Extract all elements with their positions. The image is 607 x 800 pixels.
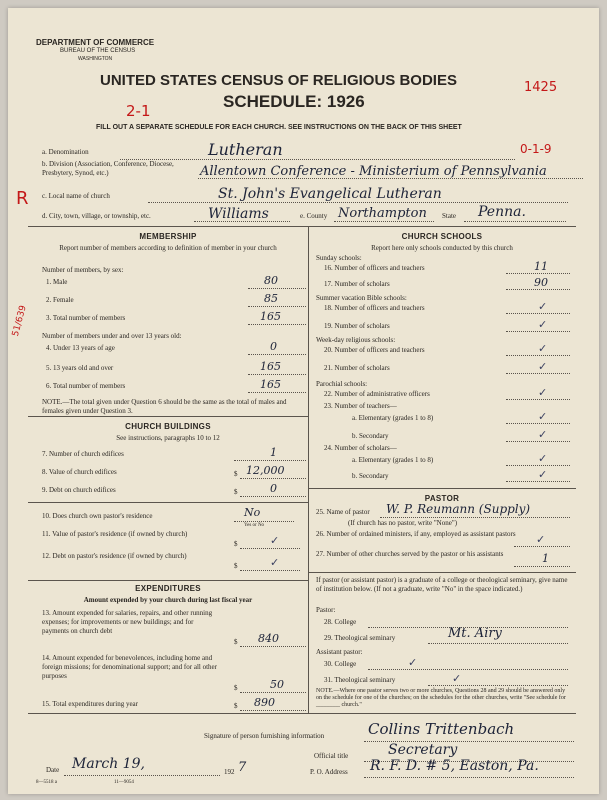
q3-label: 3. Total number of members (46, 314, 126, 322)
q13-value: 840 (258, 632, 279, 645)
state-value: Penna. (478, 204, 526, 220)
q11-check-icon: ✓ (270, 535, 280, 547)
print-code: 11—9054 (114, 780, 134, 785)
bureau-heading: BUREAU OF THE CENSUS (60, 48, 136, 54)
q3-value: 165 (260, 310, 281, 323)
q21-label: 21. Number of scholars (324, 364, 390, 372)
q20-check-icon: ✓ (538, 343, 548, 355)
schedule-title: SCHEDULE: 1926 (223, 92, 365, 111)
sunday-label: Sunday schools: (316, 254, 362, 262)
q23-label: 23. Number of teachers— (324, 402, 397, 410)
q24b-check-icon: ✓ (538, 469, 548, 481)
q18-label: 18. Number of officers and teachers (324, 304, 425, 312)
form-code: 8—5518 a (36, 780, 57, 785)
q14-value: 50 (270, 678, 284, 691)
address-label: P. O. Address (310, 768, 348, 776)
age-label: Number of members under and over 13 years old: (42, 332, 182, 340)
year-digit: 7 (238, 760, 247, 775)
pastor-subheading: Pastor: (316, 606, 336, 614)
q30-label: 30. College (324, 660, 357, 668)
q19-check-icon: ✓ (538, 319, 548, 331)
yesno-hint: Yes or No (244, 523, 265, 528)
q23b-label: b. Secondary (352, 432, 389, 440)
denomination-label: a. Denomination (42, 148, 89, 156)
vacation-label: Summer vacation Bible schools: (316, 294, 407, 302)
q26-label: 26. Number of ordained ministers, if any, employed as assistant pastors (316, 530, 516, 538)
q27-value: 1 (542, 552, 549, 565)
date-label: Date (46, 766, 60, 774)
q12-label: 12. Debt on pastor's residence (if owned by church) (42, 552, 187, 560)
q24a-label: a. Elementary (grades 1 to 8) (352, 456, 434, 464)
q10-label: 10. Does church own pastor's residence (42, 512, 153, 520)
division-label: b. Division (Association, Conference, Diocese, Presbytery, Synod, etc.) (42, 160, 174, 177)
expenditures-sub: Amount expended by your church during last fiscal year (83, 596, 253, 604)
q1-label: 1. Male (46, 278, 68, 286)
q14-label: 14. Amount expended for benevolences, including home and foreign missions; for denominational support; and for all other purposes (42, 654, 217, 680)
q5-value: 165 (260, 360, 281, 373)
q13-label: 13. Amount expended for salaries, repairs, and other running expenses; for improvements or new buildings; and for payments on church debt (42, 609, 213, 635)
official-title-value: Secretary (388, 742, 458, 758)
q9-value: 0 (270, 482, 277, 495)
q9-label: 9. Debt on church edifices (42, 486, 116, 494)
city-value: Williams (208, 206, 269, 222)
expenditures-title: EXPENDITURES (135, 584, 201, 593)
department-heading: DEPARTMENT OF COMMERCE (36, 38, 155, 47)
membership-note: NOTE.—The total given under Question 6 should be the same as the total of males and females given under Question 3. (42, 398, 287, 415)
year-prefix: 192 (224, 768, 235, 776)
q15-value: 890 (254, 696, 275, 709)
q5-label: 5. 13 years old and over (46, 364, 114, 372)
county-label: e. County (300, 212, 328, 220)
q6-value: 165 (260, 378, 281, 391)
form-title: UNITED STATES CENSUS OF RELIGIOUS BODIES (100, 72, 457, 89)
q8-value: 12,000 (246, 464, 285, 477)
county-value: Northampton (338, 206, 427, 221)
q8-label: 8. Value of church edifices (42, 468, 117, 476)
q24b-label: b. Secondary (352, 472, 389, 480)
date-value: March 19, (72, 756, 145, 772)
q10-value: No (244, 506, 261, 519)
q7-label: 7. Number of church edifices (42, 450, 124, 458)
q28-label: 28. College (324, 618, 357, 626)
schools-title: CHURCH SCHOOLS (401, 232, 483, 241)
q11-label: 11. Value of pastor's residence (if owned by church) (42, 530, 188, 538)
q25-label: 25. Name of pastor (316, 508, 370, 516)
q2-value: 85 (264, 292, 278, 305)
q15-dollar: $ (234, 702, 238, 710)
pastor-note: NOTE.—Where one pastor serves two or more churches, Questions 28 and 29 should be answered only on the schedule for one of the churches; on the schedules for the other churches, write "See schedule for ________ church." (316, 688, 566, 708)
q27-label: 27. Number of other churches served by the pastor or his assistants (316, 550, 504, 558)
red-code-right: 0-1-9 (520, 142, 552, 156)
q22-label: 22. Number of administrative officers (324, 390, 430, 398)
q23b-check-icon: ✓ (538, 429, 548, 441)
q24a-check-icon: ✓ (538, 453, 548, 465)
q8-dollar: $ (234, 470, 238, 478)
graduate-note: If pastor (or assistant pastor) is a graduate of a college or theological seminary, give name of institution below. (If not a graduate, write "No" in the space indicated.) (316, 576, 568, 593)
margin-note: 51/639 (10, 304, 29, 338)
q25-value: W. P. Reumann (Supply) (386, 502, 531, 516)
official-title-label: Official title (314, 752, 349, 760)
division-value: Allentown Conference - Ministerium of Pennsylvania (200, 164, 547, 179)
denomination-value: Lutheran (208, 140, 283, 159)
q13-dollar: $ (234, 638, 238, 646)
q12-check-icon: ✓ (270, 557, 280, 569)
q9-dollar: $ (234, 488, 238, 496)
q26-check-icon: ✓ (536, 534, 546, 546)
q17-value: 90 (534, 276, 548, 289)
red-note-left: 2-1 (126, 102, 151, 120)
membership-sub: Report number of members according to definition of member in your church (59, 244, 277, 252)
bysex-label: Number of members, by sex: (42, 266, 124, 274)
instruction-line: FILL OUT A SEPARATE SCHEDULE FOR EACH CHURCH. SEE INSTRUCTIONS ON THE BACK OF THIS SHEET (96, 124, 462, 131)
q30-check-icon: ✓ (408, 657, 418, 669)
q19-label: 19. Number of scholars (324, 322, 390, 330)
q12-dollar: $ (234, 562, 238, 570)
q25-hint: (If church has no pastor, write "None") (348, 519, 458, 527)
q29-value: Mt. Airy (448, 626, 502, 641)
red-letter-mark: R (16, 188, 29, 209)
q23a-check-icon: ✓ (538, 411, 548, 423)
church-name-value: St. John's Evangelical Lutheran (218, 186, 442, 202)
pastor-title: PASTOR (424, 494, 460, 503)
q17-label: 17. Number of scholars (324, 280, 390, 288)
weekday-label: Week-day religious schools: (316, 336, 396, 344)
q6-label: 6. Total number of members (46, 382, 126, 390)
address-value: R. F. D. # 5, Easton, Pa. (370, 758, 539, 774)
q16-label: 16. Number of officers and teachers (324, 264, 425, 272)
assistant-subheading: Assistant pastor: (316, 648, 363, 656)
q18-check-icon: ✓ (538, 301, 548, 313)
q14-dollar: $ (234, 684, 238, 692)
buildings-title: CHURCH BUILDINGS (125, 422, 211, 431)
q29-label: 29. Theological seminary (324, 634, 396, 642)
q24-label: 24. Number of scholars— (324, 444, 397, 452)
membership-title: MEMBERSHIP (139, 232, 197, 241)
q22-check-icon: ✓ (538, 387, 548, 399)
parochial-label: Parochial schools: (316, 380, 368, 388)
q4-value: 0 (270, 340, 277, 353)
q7-value: 1 (270, 446, 277, 459)
q21-check-icon: ✓ (538, 361, 548, 373)
church-name-label: c. Local name of church (42, 192, 110, 200)
q20-label: 20. Number of officers and teachers (324, 346, 425, 354)
city-label: d. City, town, village, or township, etc. (42, 212, 151, 220)
state-label: State (442, 212, 456, 220)
q31-check-icon: ✓ (452, 673, 462, 685)
signature-value: Collins Trittenbach (368, 720, 515, 738)
q16-value: 11 (534, 260, 548, 273)
q2-label: 2. Female (46, 296, 74, 304)
buildings-sub: See instructions, paragraphs 10 to 12 (116, 434, 220, 442)
schools-sub: Report here only schools conducted by this church (371, 244, 513, 252)
q4-label: 4. Under 13 years of age (46, 344, 115, 352)
q23a-label: a. Elementary (grades 1 to 8) (352, 414, 434, 422)
census-schedule-sheet (8, 8, 599, 794)
stamp-number: 1425 (524, 80, 558, 95)
city-heading: WASHINGTON (78, 56, 113, 62)
q31-label: 31. Theological seminary (324, 676, 396, 684)
q1-value: 80 (264, 274, 278, 287)
q15-label: 15. Total expenditures during year (42, 700, 138, 708)
q11-dollar: $ (234, 540, 238, 548)
signature-label: Signature of person furnishing information (204, 732, 325, 740)
